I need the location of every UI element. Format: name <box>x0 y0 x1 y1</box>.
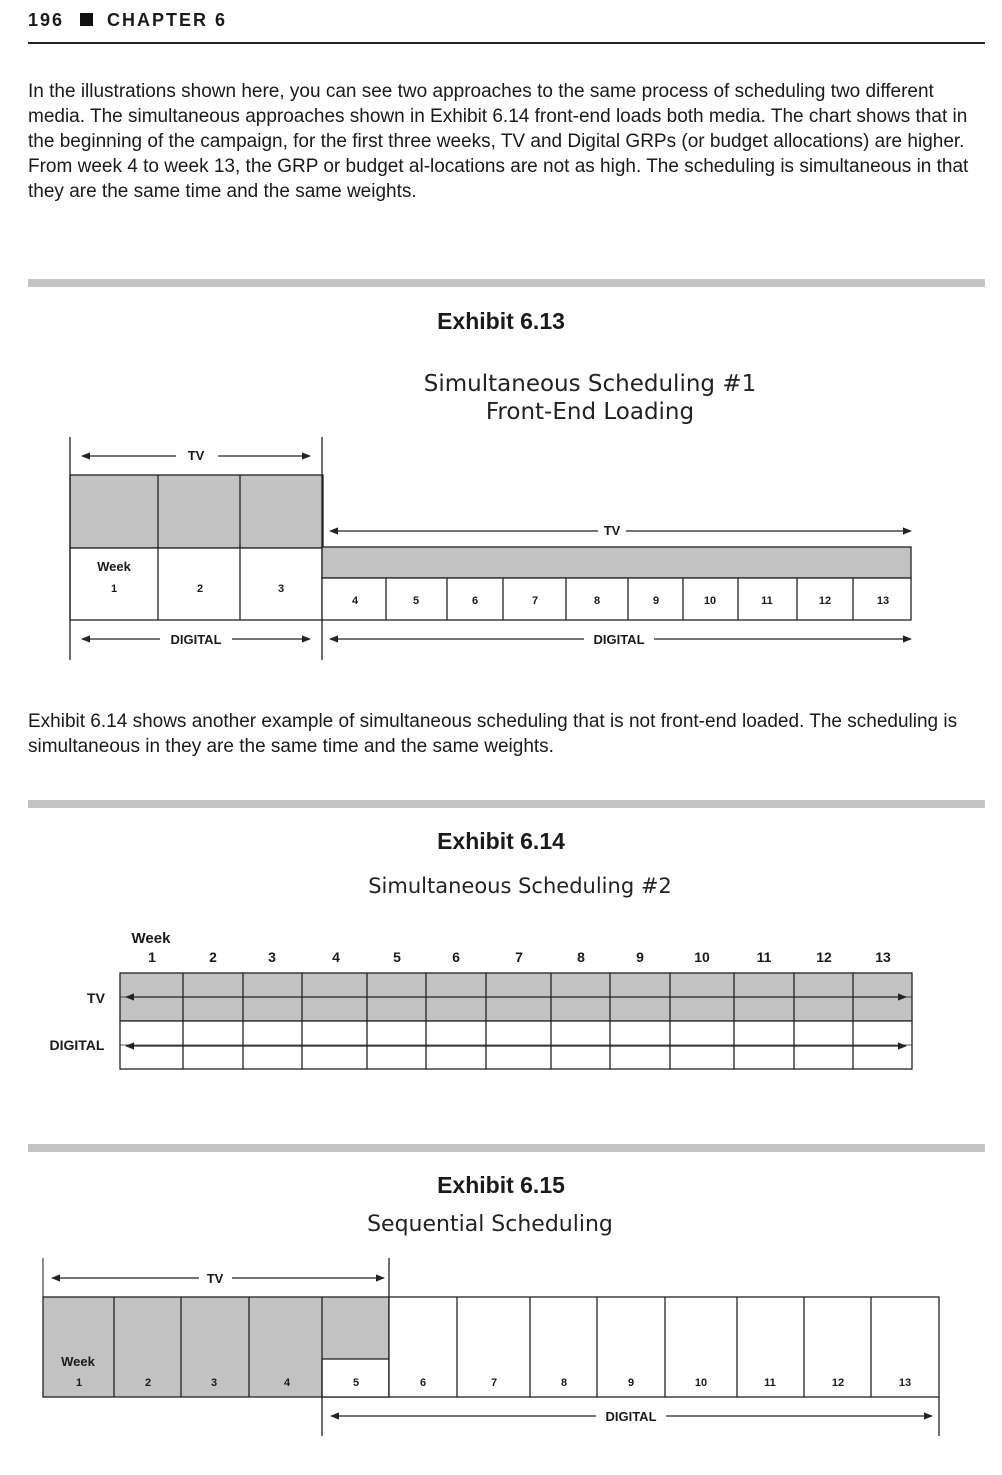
week-6-label: 6 <box>419 1377 427 1389</box>
week-8-label: 8 <box>560 1377 568 1389</box>
week-6-label: 6 <box>452 949 460 965</box>
chapter-label: CHAPTER 6 <box>107 10 228 30</box>
exhibit-6-13-divider <box>28 279 985 287</box>
week-11-label: 11 <box>764 1377 776 1389</box>
week-9-label: 9 <box>652 595 660 607</box>
week-word: Week <box>131 930 171 947</box>
week-2-label: 2 <box>209 949 217 965</box>
week-11-label: 11 <box>756 949 772 965</box>
week-4-label: 4 <box>283 1377 291 1389</box>
exhibit-6-14-divider <box>28 800 985 808</box>
week-word: Week <box>97 559 131 574</box>
exhibit-6-14-schedule <box>0 925 1002 1080</box>
week-5-label: 5 <box>412 595 420 607</box>
square-bullet-icon <box>80 13 93 26</box>
digital-row-label: DIGITAL <box>49 1037 105 1053</box>
exhibit-6-13-label: Exhibit 6.13 <box>437 308 565 334</box>
week-7-label: 7 <box>515 949 523 965</box>
week-3-label: 3 <box>277 583 285 595</box>
week-2-label: 2 <box>144 1377 152 1389</box>
week-1-label: 1 <box>148 949 156 965</box>
digital-label: DIGITAL <box>593 632 645 647</box>
exhibit-6-13-schedule <box>0 430 1002 670</box>
tv-flight-weeks-1-3 <box>70 475 323 548</box>
week-13-label: 13 <box>876 595 890 607</box>
tv-label: TV <box>603 523 621 538</box>
week-10-label: 10 <box>694 1377 708 1389</box>
exhibit-6-14-title: Simultaneous Scheduling #2 <box>368 874 672 898</box>
week-2-label: 2 <box>196 583 204 595</box>
week-9-label: 9 <box>627 1377 635 1389</box>
week-5-label: 5 <box>393 949 401 965</box>
digital-label: DIGITAL <box>605 1409 657 1424</box>
week-6-label: 6 <box>471 595 479 607</box>
week-word: Week <box>61 1354 95 1369</box>
middle-paragraph: Exhibit 6.14 shows another example of simultaneous scheduling that is not front-end loaded. The scheduling is simultaneous in they are the same time and the same weights. <box>28 711 958 757</box>
page-number: 196 <box>28 10 65 30</box>
week-3-label: 3 <box>210 1377 218 1389</box>
tv-flight-weeks-4-13 <box>322 547 911 578</box>
exhibit-6-15-schedule <box>0 1258 1002 1443</box>
tv-label: TV <box>206 1271 224 1286</box>
week-8-label: 8 <box>577 949 585 965</box>
digital-flight-weeks-6-13 <box>389 1297 939 1397</box>
tv-row-label: TV <box>87 990 105 1006</box>
week-10-label: 10 <box>694 949 710 965</box>
exhibit-6-15-title: Sequential Scheduling <box>367 1212 613 1237</box>
week-5-label: 5 <box>352 1377 360 1389</box>
header-rule <box>28 42 985 44</box>
tv-label: TV <box>187 448 205 463</box>
digital-label: DIGITAL <box>170 632 222 647</box>
exhibit-6-14-label: Exhibit 6.14 <box>437 828 565 854</box>
week-7-label: 7 <box>490 1377 498 1389</box>
week-12-label: 12 <box>831 1377 845 1389</box>
week-8-label: 8 <box>593 595 601 607</box>
exhibit-6-15-label: Exhibit 6.15 <box>437 1172 565 1198</box>
week-9-label: 9 <box>636 949 644 965</box>
exhibit-6-13-title-line2: Front-End Loading <box>485 399 695 425</box>
week-12-label: 12 <box>818 595 832 607</box>
exhibit-6-13-title-line1: Simultaneous Scheduling #1 <box>423 371 757 397</box>
week-4-label: 4 <box>351 595 359 607</box>
intro-paragraph: In the illustrations shown here, you can see two approaches to the same process of scheduling two different media. The simultaneous approaches shown in Exhibit 6.14 front-end loads both media. The chart shows that in the beginning of the campaign, for the first three weeks, TV and Digital GRPs (or budget allocations) are higher. From week 4 to week 13, the GRP or budget al-locations are not as high. The scheduling is simultaneous in that they are the same time and the same weights. <box>28 81 969 202</box>
week-4-label: 4 <box>332 949 340 965</box>
week-1-label: 1 <box>110 583 118 595</box>
week-13-label: 13 <box>875 949 891 965</box>
running-header <box>28 10 227 31</box>
week-10-label: 10 <box>703 595 717 607</box>
exhibit-6-13-title <box>390 370 790 426</box>
week-12-label: 12 <box>816 949 832 965</box>
week-11-label: 11 <box>761 595 773 607</box>
exhibit-6-15-divider <box>28 1144 985 1152</box>
week-3-label: 3 <box>268 949 276 965</box>
week-1-label: 1 <box>75 1377 83 1389</box>
week-13-label: 13 <box>898 1377 912 1389</box>
week-7-label: 7 <box>531 595 539 607</box>
